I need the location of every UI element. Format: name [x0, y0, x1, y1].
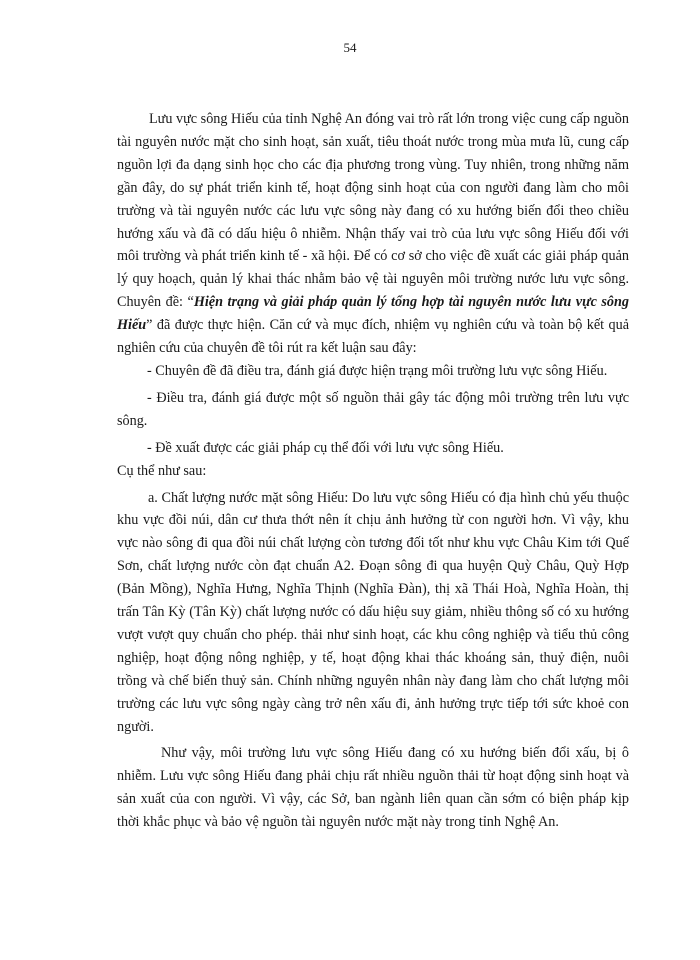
intro-text-after-title: ” đã được thực hiện. Căn cứ và mục đích, nhiệm vụ nghiên cứu và toàn bộ kết quả nghiên cứu của chuyên đề tôi rút ra kết luận sau đây:	[117, 317, 629, 357]
document-body	[117, 108, 629, 834]
bullet-item-solutions: - Đề xuất được các giải pháp cụ thể đối với lưu vực sông Hiếu.	[147, 439, 504, 456]
specifics-label: Cụ thể như sau:	[117, 462, 207, 479]
intro-text-before-title: Lưu vực sông Hiếu của tỉnh Nghệ An đóng vai trò rất lớn trong việc cung cấp nguồn tài nguyên nước mặt cho sinh hoạt, sản xuất, tiêu thoát nước trong mùa mưa lũ, cung cấp nguồn lợi đa dạng sinh học cho các địa phương trong vùng. Tuy nhiên, trong những năm gần đây, do sự phát triển kinh tế, hoạt động sinh hoạt của con người đang làm cho môi trường và tài nguyên nước các lưu vực sông này đang có xu hướng biến đổi theo chiều hướng xấu và đã có dấu hiệu ô nhiễm. Nhận thấy vai trò của lưu vực sông Hiếu đối với môi trường và phát triển kinh tế - xã hội. Để có cơ sở cho việc đề xuất các giải pháp quản lý quy hoạch, quản lý khai thác nhằm bảo vệ tài nguyên môi trường nước lưu vực sông. Chuyên đề: “	[117, 111, 629, 311]
page-number: 54	[343, 40, 357, 55]
bullet-item-survey: - Chuyên đề đã điều tra, đánh giá được hiện trạng môi trường lưu vực sông Hiếu.	[147, 362, 608, 379]
bullet-item-sources: - Điều tra, đánh giá được một số nguồn thải gây tác động môi trường trên lưu vực sông.	[117, 389, 629, 429]
conclusion-paragraph: Như vậy, môi trường lưu vực sông Hiếu đang có xu hướng biến đổi xấu, bị ô nhiễm. Lưu vực sông Hiếu đang phải chịu rất nhiều nguồn thải từ hoạt động sinh hoạt và sản xuất của con người. Vì vậy, các Sở, ban ngành liên quan cần sớm có biện pháp kịp thời khắc phục và bảo vệ nguồn tài nguyên nước mặt này trong tỉnh Nghệ An.	[117, 745, 629, 831]
intro-paragraph	[117, 108, 629, 360]
project-title: Hiện trạng và giải pháp quản lý tổng hợp tài nguyên nước lưu vực sông Hiếu	[117, 294, 630, 334]
section-a-paragraph: a. Chất lượng nước mặt sông Hiếu: Do lưu vực sông Hiếu có địa hình chủ yếu thuộc khu vực đồi núi, dân cư thưa thớt nên ít chịu ảnh hưởng từ con người hơn. Vì vậy, khu vực nào sông đi qua đồi núi chất lượng còn tương đối tốt như khu vực Châu Kim tới Quế Sơn, chất lượng nước còn đạt chuẩn A2. Đoạn sông đi qua huyện Quỳ Châu, Quỳ Hợp (Bản Mồng), Nghĩa Hưng, Nghĩa Thịnh (Nghĩa Đàn), thị xã Thái Hoà, Nghĩa Hoàn, thị trấn Tân Kỳ (Tân Kỳ) chất lượng nước có dấu hiệu suy giảm, nhiều thông số có xu hướng vượt vượt quy chuẩn cho phép. thải như sinh hoạt, các khu công nghiệp và tiểu thủ công nghiệp, hoạt động nông nghiệp, y tế, hoạt động khai thác khoáng sản, thuỷ điện, nuôi trồng và chế biến thuỷ sản. Chính những nguyên nhân này đang làm cho chất lượng môi trường các lưu vực sông ngày càng trở nên xấu đi, ảnh hưởng trực tiếp tới sức khoẻ con người.	[117, 489, 629, 735]
